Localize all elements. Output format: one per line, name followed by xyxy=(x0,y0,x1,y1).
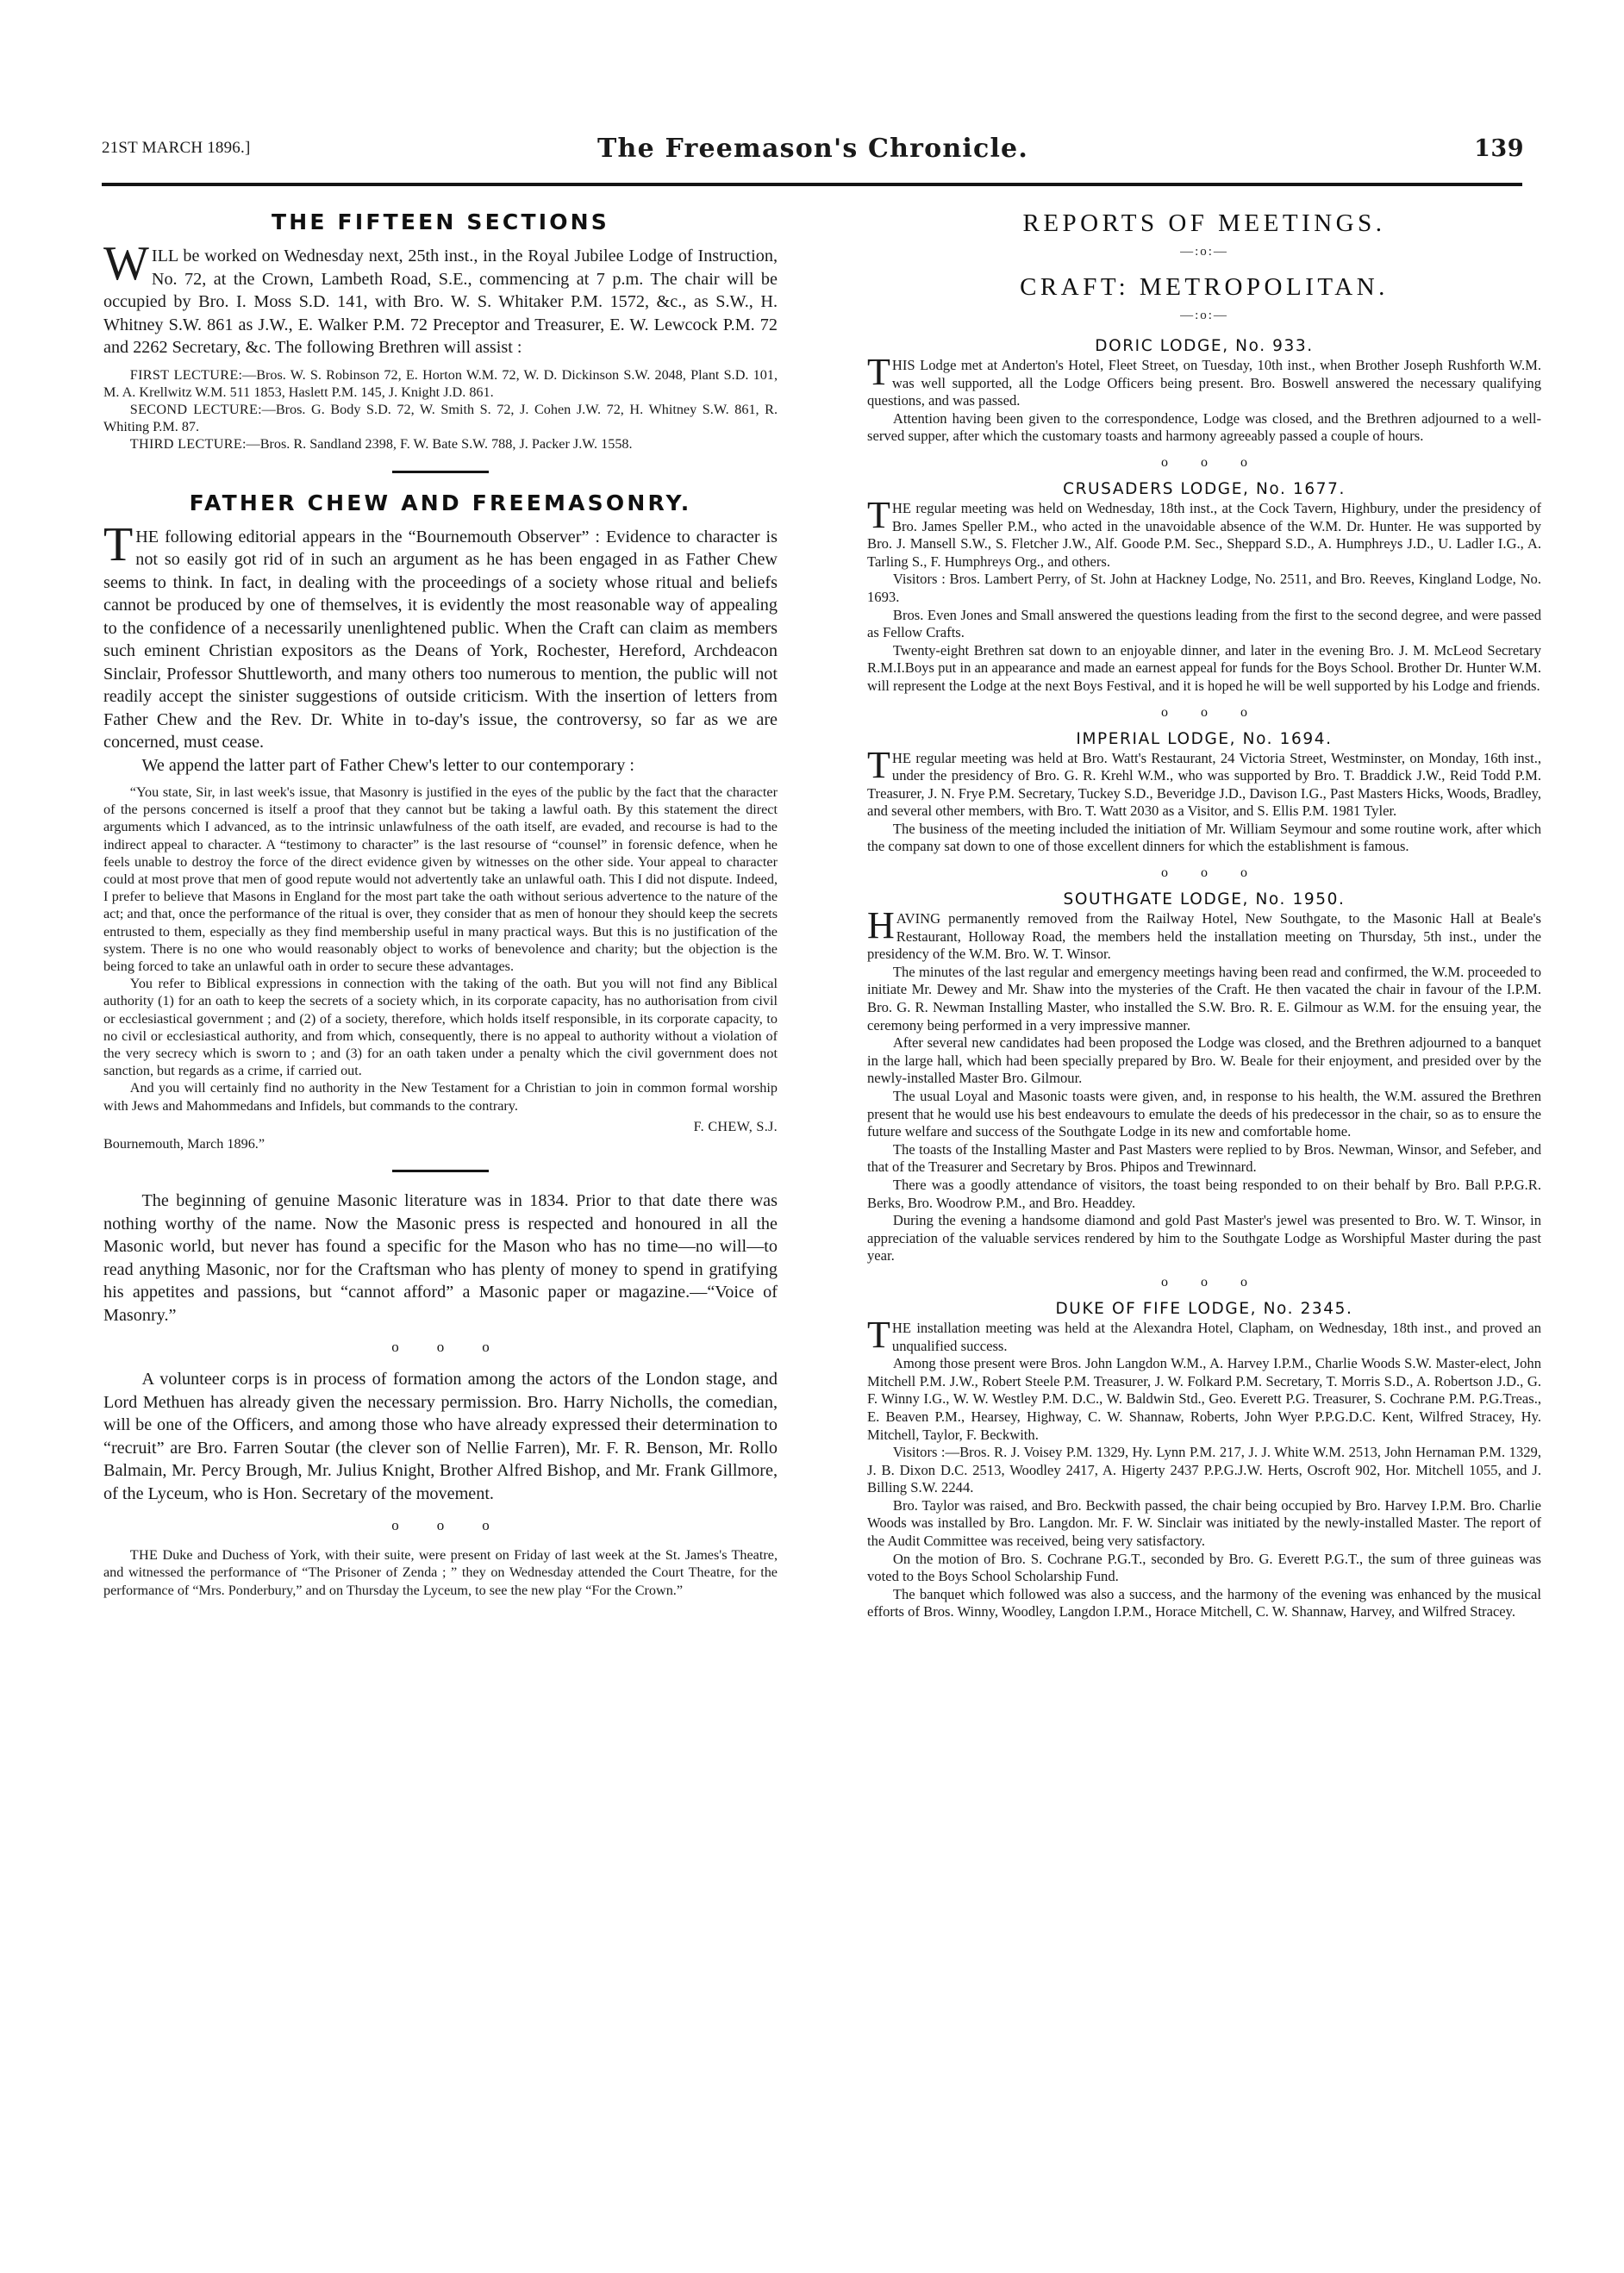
heading-fifteen-sections: THE FIFTEEN SECTIONS xyxy=(271,209,609,234)
ornament-rule-1: —:o:— xyxy=(1180,245,1228,259)
circle-separator: ooo xyxy=(391,1339,528,1356)
father-chew-para-2: We append the latter part of Father Chew's letter to our contemporary : xyxy=(141,755,634,775)
imperial-para-1-text: HE regular meeting was held at Bro. Watt's Restaurant, 24 Victoria Street, Westminster, on Monday, 16th inst., under the presidency of Bro. G. R. Krehl W.M., who was supported by Bro. T. Braddick J.W., Reid Todd P.M. Treasurer, J. N. Frye P.M. Secretary, Tuckey S.D., Beveridge J.D., Davison I.G., Past Masters Hicks, Woods, Bradley, and several other members, with Bro. T. Watt 2030 as a Visitor, and S. Ellis P.M. 1981 Tyler. xyxy=(867,749,1541,820)
page-number: 139 xyxy=(1474,135,1524,162)
duke-note-lead-caps: THE xyxy=(129,1547,159,1564)
father-chew-para-1-text: HE following editorial appears in the “Bournemouth Observer” : Evidence to character is not so easily got rid of in such an argument as he has been engaged in as Father Chew seems to think. In fact, in dealing with the proceedings of a society whose ritual and beliefs cannot be produced by one of themselves, it is evidently the most reasonable way of appealing to the confidence of a necessarily unenlightened public. When the Craft can claim as members such eminent Christian expositors as the Deans of York, Rochester, Hereford, Archdeacon Sinclair, Professor Shuttleworth, and many others too numerous to mention, the public will not readily accept the sinister suggestions of outside criticism. With the insertion of letters from Father Chew and the Rev. Dr. White in to-day's issue, the controversy, so far as we are concerned, must cease. xyxy=(103,527,778,752)
southgate-para-1-text: AVING permanently removed from the Railway Hotel, New Southgate, to the Masonic Hall at Beale's Restaurant, Holloway Road, the members held the installation meeting on Thursday, 5th inst., under the presidency of the W.M. Bro. W. T. Winsor. xyxy=(867,910,1541,963)
chew-letter-para: You refer to Biblical expressions in connection with the taking of the oath. But you will not find any Biblical authority (1) for an oath to keep the secrets of a society which, in its corporate capacity, has no authorisation from civil or ecclesiastical government ; and (2) of a society, therefore, which holds itself responsible, in its corporate capacity, to no civil or ecclesiastical authority, and from which, consequently, there is no appeal to authority without a violation of the very secrecy which is sworn to ; and (3) for an oath taken under a penalty which the civil government does not sanction, but regards as a crime, if carried out. xyxy=(103,976,778,1079)
duke-of-fife-para-2: Among those present were Bros. John Langdon W.M., A. Harvey I.P.M., Charlie Woods S.W. Master-elect, John Mitchell P.M. J.W., Robert Steele P.M. Treasurer, J. W. Folkard P.M. Secretary, T. Morris S.D., A. Robertson J.D., G. F. Winny I.G., W. W. Westley P.M. D.C., W. Baldwin Std., Geo. Everett P.G. Treasurer, S. Cochrane P.M. P.G.Treas., E. Beaven P.M., Hearsey, Highway, C. W. Shannaw, Roberts, John Wyer P.P.G.D.C. Kent, Wilfred Stracey, Hy. Mitchell, Taylor, F. Beckwith. xyxy=(867,1355,1541,1443)
dropcap-t: T xyxy=(867,743,890,786)
dropcap-t: T xyxy=(103,517,134,571)
heading-reports-of-meetings: REPORTS OF MEETINGS. xyxy=(1022,209,1386,237)
chew-letter-para: “You state, Sir, in last week's issue, that Masonry is justified in the eyes of the public by the fact that the character of the persons concerned is itself a proof that they cannot but be taking a lawful oath. By this statement the direct arguments which I advanced, as to the intrinsic unlawfulness of the oath itself, are evaded, and recourse is had to the indirect appeal to character. A “testimony to character” is the last resourse of “counsel” in forensic defence, when he feels unable to destroy the force of the direct evidence given by witnesses on the other side. Your appeal to character could at most prove that men of good repute would not advertently take an unlawful oath. This I did not dispute. Indeed, I prefer to believe that Masons in England for the most part take the oath without serious advertence to the nature of the act; and that, once the performance of the ritual is over, they consider that as men of honour they should keep the secrets entrusted to them, especially as they find membership useful in many practical ways. But this is no justification of the system. There is no one who would reasonably object to works of benevolence and charity; but the objection is the being forced to take an unlawful oath in order to secure these advantages. xyxy=(103,784,778,975)
lodge-heading-southgate: SOUTHGATE LODGE, No. 1950. xyxy=(1063,890,1346,909)
lecture-text: :—Bros. R. Sandland 2398, F. W. Bate S.W. 788, J. Packer J.W. 1558. xyxy=(242,436,633,453)
right-column xyxy=(867,209,1541,1621)
imperial-para-1 xyxy=(867,743,1541,821)
southgate-para-1 xyxy=(867,904,1541,964)
imperial-para-2: The business of the meeting included the initiation of Mr. William Seymour and some routine work, after which the company sat down to one of those excellent dinners for which the establishment is famous. xyxy=(867,820,1541,855)
lodge-heading-doric: DORIC LODGE, No. 933. xyxy=(1095,337,1314,355)
crusaders-para-3: Bros. Even Jones and Small answered the questions leading from the first to the second degree, and were passed as Fellow Crafts. xyxy=(867,606,1541,641)
lecture-entry xyxy=(103,435,778,453)
circle-separator: ooo xyxy=(1161,704,1280,720)
southgate-para-7: During the evening a handsome diamond and gold Past Master's jewel was presented to Bro. W. T. Winsor, in appreciation of the valuable services rendered by him to the Southgate Lodge as Worshipful Master during the past year. xyxy=(867,1212,1541,1265)
lecture-label: THIRD LECTURE xyxy=(129,436,243,453)
ornament-rule-2: —:o:— xyxy=(1180,309,1228,322)
chew-letter-para: And you will certainly find no authority in the New Testament for a Christian to join in common formal worship with Jews and Mahommedans and Infidels, but commands to the contrary. xyxy=(103,1080,778,1114)
dropcap-h: H xyxy=(867,904,895,947)
duke-note-text: Duke and Duchess of York, with their suite, were present on Friday of last week at the St. James's Theatre, and witnessed the performance of “The Prisoner of Zenda ; ” they on Wednesday attended the Court Theatre, for the performance of “Mrs. Ponderbury,” and on Thursday the Lyceum, to see the new play “For the Crown.” xyxy=(103,1547,778,1598)
lodge-heading-imperial: IMPERIAL LODGE, No. 1694. xyxy=(1076,729,1333,748)
fifteen-sections-lead xyxy=(103,237,778,359)
volunteer-corps-note: A volunteer corps is in process of formation among the actors of the London stage, and Lord Methuen has already given the necessary permission. Bro. Harry Nicholls, the comedian, will be one of the Officers, and among those who have already expressed their determination to “recruit” are Bro. Farren Soutar (the clever son of Nellie Farren), Mr. F. R. Benson, Mr. Rollo Balmain, Mr. Percy Brough, Mr. Julius Knight, Brother Alfred Bishop, and Mr. Frank Gillmore, of the Lyceum, who is Hon. Secretary of the movement. xyxy=(103,1370,778,1503)
circle-separator: ooo xyxy=(1161,454,1280,470)
publication-title: The Freemason's Chronicle. xyxy=(597,134,1028,164)
doric-para-2: Attention having been given to the correspondence, Lodge was closed, and the Brethren adjourned to a well-served supper, after which the customary toasts and harmony agreeably passed a couple of hours. xyxy=(867,409,1541,445)
dropcap-t: T xyxy=(867,351,890,393)
header-rule xyxy=(102,183,1522,186)
running-head xyxy=(102,134,1524,178)
lecture-text: :—Bros. W. S. Robinson 72, E. Horton W.M. 72, W. D. Dickinson S.W. 2048, Plant S.D. 101, M. A. Krellwitz W.M. 511 1853, Haslett P.M. 145, J. Knight J.D. 861. xyxy=(103,366,778,400)
lecture-label: SECOND LECTURE xyxy=(129,401,259,417)
duke-of-fife-para-1-text: HE installation meeting was held at the Alexandra Hotel, Clapham, on Wednesday, 18th inst., and proved an unqualified success. xyxy=(891,1319,1541,1354)
lecture-entry xyxy=(103,366,778,401)
circle-separator: ooo xyxy=(391,1517,528,1534)
southgate-para-3: After several new candidates had been proposed the Lodge was closed, and the Brethren adjourned to a banquet in the large hall, which had been specially prepared by Bro. W. Beale for their enjoyment, and presided over by the newly-installed Master Bro. Gilmour. xyxy=(867,1034,1541,1087)
crusaders-para-2: Visitors : Bros. Lambert Perry, of St. John at Hackney Lodge, No. 2511, and Bro. Reeves, Kingland Lodge, No. 1693. xyxy=(867,571,1541,605)
southgate-para-6: There was a goodly attendance of visitors, the toast being responded to on their behalf by Bro. Ball P.P.G.R. Berks, Bro. Woodrow P.M., and Bro. Headdey. xyxy=(867,1176,1541,1211)
southgate-para-2: The minutes of the last regular and emergency meetings having been read and confirmed, the W.M. proceeded to initiate Mr. Dewey and Mr. Shaw into the mysteries of the Craft. He then vacated the chair in favour of the I.P.M. Bro. G. R. Newman Installing Master, who installed the S.W. Bro. R. E. Gilmour as W.M. for the ensuing year, the ceremony being performed in a very impressive manner. xyxy=(867,963,1541,1033)
doric-para-1-text: HIS Lodge met at Anderton's Hotel, Fleet Street, on Tuesday, 10th inst., when Brother Joseph Rushforth W.M. was well supported, all the Lodge Officers being present. Bro. Boswell answered the necessary qualifying questions, and was passed. xyxy=(867,357,1541,409)
dropcap-t: T xyxy=(867,493,890,536)
duke-of-york-note xyxy=(103,1546,778,1599)
father-chew-para-1 xyxy=(103,517,778,754)
duke-of-fife-para-3: Visitors :—Bros. R. J. Voisey P.M. 1329, Hy. Lynn P.M. 217, J. J. White W.M. 2513, John Hernaman P.M. 1329, J. B. Dixon D.C. 2513, Woodley 2417, A. Higerty 2437 P.P.G.J.W. Herts, Oscroft 902, Hor. Mitchell 1055, and J. Billing S.W. 2244. xyxy=(867,1444,1541,1496)
southgate-para-5: The toasts of the Installing Master and Past Masters were replied to by Bros. Newman, Winsor, and Sefeber, and that of the Treasurer and Secretary by Bros. Phipos and Trewinnard. xyxy=(867,1140,1541,1176)
southgate-para-4: The usual Loyal and Masonic toasts were given, and, in response to his health, the W.M. assured the Brethren present that he would use his best endeavours to emulate the deeds of his predecessor in the chair, so as to ensure the future welfare and success of the Southgate Lodge in its new and comfortable home. xyxy=(867,1088,1541,1140)
lecture-entry xyxy=(103,401,778,435)
crusaders-para-4: Twenty-eight Brethren sat down to an enjoyable dinner, and later in the evening Bro. J. M. McLeod Secretary R.M.I.Boys put in an appearance and made an earnest appeal for funds for the Boys School. Brother Dr. Hunter W.M. will represent the Lodge at the next Boys Festival, and it is hoped he will be well supported by his Lodge and friends. xyxy=(867,641,1541,694)
duke-of-fife-para-4: Bro. Taylor was raised, and Bro. Beckwith passed, the chair being occupied by Bro. Harvey I.P.M. Bro. Charlie Woods was installed by Bro. Langdon. Mr. F. W. Sinclair was initiated by the newly-installed Master. The report of the Audit Committee was received, being very satisfactory. xyxy=(867,1496,1541,1550)
crusaders-para-1-text: HE regular meeting was held on Wednesday, 18th inst., at the Cock Tavern, Highbury, under the presidency of Bro. James Speller P.M., who acted in the unavoidable absence of the W.M. Dr. Hunter. He was supported by Bro. J. Mansell S.W., S. Fletcher J.W., Alf. Goode P.M. Sec., Sheppard S.D., A. Humphreys J.D., U. Ladler I.G., A. Tarling S., F. Humphreys Org., and others. xyxy=(867,499,1541,570)
dropcap-t: T xyxy=(867,1313,890,1356)
doric-para-1 xyxy=(867,351,1541,410)
fifteen-sections-lead-text: ILL be worked on Wednesday next, 25th inst., in the Royal Jubilee Lodge of Instruction, No. 72, at the Crown, Lambeth Road, S.E., commencing at 7 p.m. The chair will be occupied by Bro. I. Moss S.D. 141, with Bro. W. S. Whitaker P.M. 1572, &c., as S.W., H. Whitney S.W. 861 as J.W., E. Walker P.M. 72 Preceptor and Treasurer, E. W. Lewcock P.M. 72 and 2262 Secretary, &c. The following Brethren will assist : xyxy=(103,247,778,357)
lecture-text: :—Bros. G. Body S.D. 72, W. Smith S. 72, J. Cohen J.W. 72, H. Whitney S.W. 861, R. Whiting P.M. 87. xyxy=(103,401,778,435)
heading-craft-metropolitan: CRAFT: METROPOLITAN. xyxy=(1020,273,1389,301)
duke-of-fife-para-1 xyxy=(867,1313,1541,1356)
lodge-heading-crusaders: CRUSADERS LODGE, No. 1677. xyxy=(1063,479,1346,498)
heading-father-chew: FATHER CHEW AND FREEMASONRY. xyxy=(189,490,692,515)
lodge-heading-duke-of-fife: DUKE OF FIFE LODGE, No. 2345. xyxy=(1055,1299,1353,1318)
left-column xyxy=(103,209,778,1599)
circle-separator: ooo xyxy=(1161,1274,1280,1289)
letter-signature: F. CHEW, S.J. xyxy=(693,1118,778,1134)
issue-date: 21ST MARCH 1896.] xyxy=(102,139,251,157)
masonic-literature-note: The beginning of genuine Masonic literature was in 1834. Prior to that date there was nothing worthy of the name. Now the Masonic press is respected and honoured in all the Masonic world, but never has found a specific for the Mason who has no time—no will—to read anything Masonic, nor for the Craftsman who has plenty of money to spend in gratifying his appetites and passions, but “cannot afford” a Masonic paper or magazine.—“Voice of Masonry.” xyxy=(103,1191,778,1325)
circle-separator: ooo xyxy=(1161,865,1280,881)
duke-of-fife-para-6: The banquet which followed was also a success, and the harmony of the evening was enhanced by the musical efforts of Bros. Winny, Woodley, Langdon I.P.M., Horace Mitchell, C. W. Shannaw, Harvey, and Wilfred Stracey. xyxy=(867,1585,1541,1620)
lecture-label: FIRST LECTURE xyxy=(129,366,239,383)
section-divider-rule xyxy=(392,1170,489,1172)
section-divider-rule xyxy=(392,471,489,473)
crusaders-para-1 xyxy=(867,493,1541,571)
dropcap-w: W xyxy=(103,237,149,290)
letter-place-date: Bournemouth, March 1896.” xyxy=(103,1136,265,1152)
duke-of-fife-para-5: On the motion of Bro. S. Cochrane P.G.T., seconded by Bro. G. Everett P.G.T., the sum of three guineas was voted to the Boys School Scholarship Fund. xyxy=(867,1550,1541,1585)
